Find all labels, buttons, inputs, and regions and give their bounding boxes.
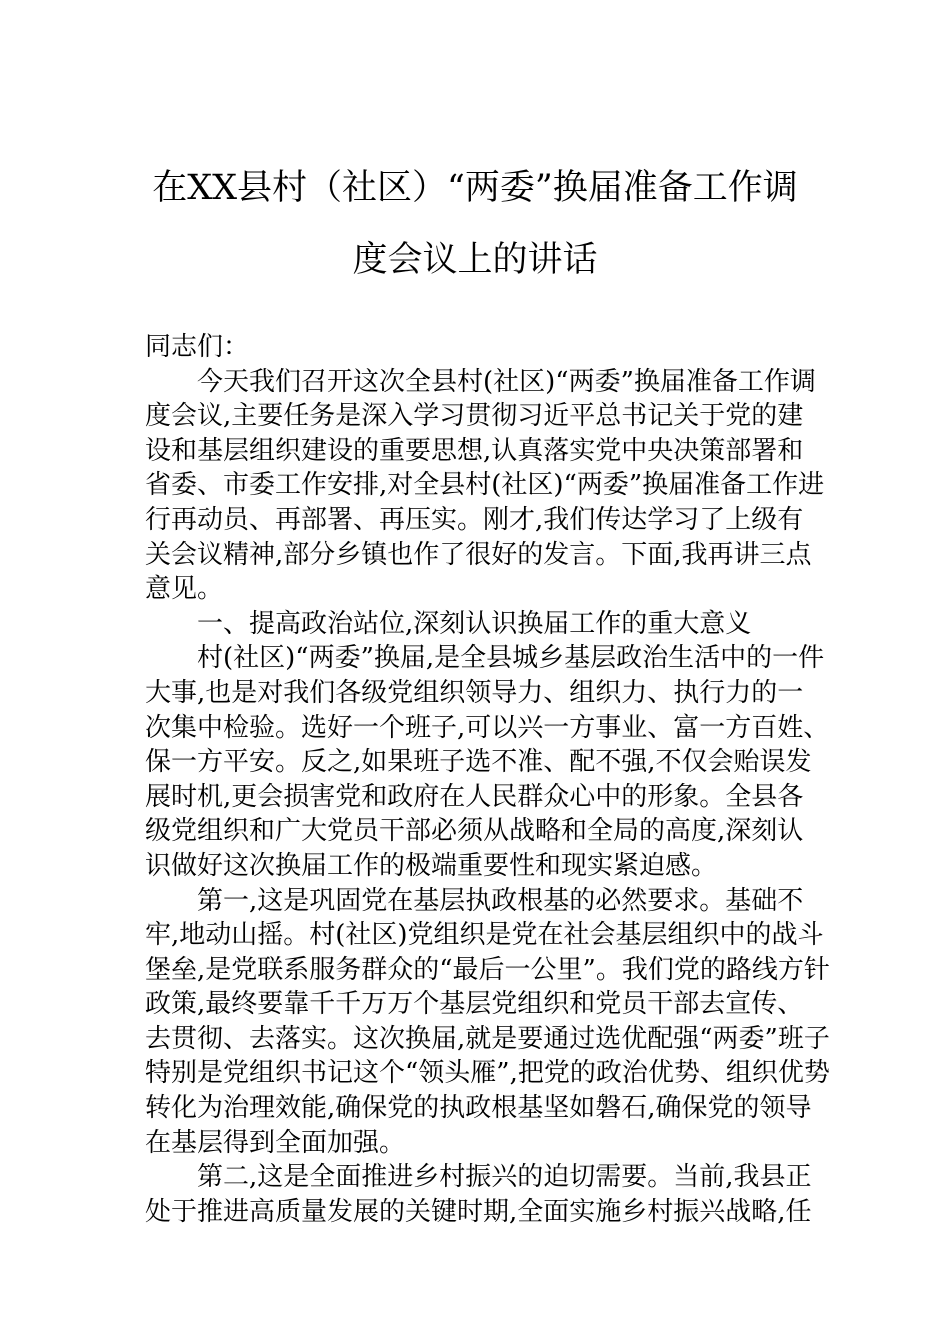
paragraph-line: 保一方平安。反之,如果班子选不准、配不强,不仅会贻误发 — [145, 747, 812, 778]
paragraph-line: 今天我们召开这次全县村(社区)“两委”换届准备工作调 — [197, 366, 816, 397]
paragraph-line: 级党组织和广大党员干部必须从战略和全局的高度,深刻认 — [145, 816, 804, 847]
paragraph-line: 第二,这是全面推进乡村振兴的迫切需要。当前,我县正 — [197, 1162, 812, 1193]
paragraph-line: 在基层得到全面加强。 — [145, 1127, 406, 1158]
paragraph-line: 意见。 — [145, 574, 224, 605]
paragraph-line: 关会议精神,部分乡镇也作了很好的发言。下面,我再讲三点 — [145, 539, 812, 570]
paragraph-line: 牢,地动山摇。村(社区)党组织是党在社会基层组织中的战斗 — [145, 920, 824, 951]
paragraph-line: 行再动员、再部署、再压实。刚才,我们传达学习了上级有 — [145, 504, 804, 535]
document-title-line-2: 度会议上的讲话 — [352, 240, 598, 280]
paragraph-line: 设和基层组织建设的重要思想,认真落实党中央决策部署和 — [145, 435, 804, 466]
paragraph-line: 大事,也是对我们各级党组织领导力、组织力、执行力的一 — [145, 677, 804, 708]
paragraph-line: 识做好这次换届工作的极端重要性和现实紧迫感。 — [145, 850, 718, 881]
document-title-line-1: 在XX县村（社区）“两委”换届准备工作调 — [152, 168, 798, 208]
paragraph-line: 村(社区)“两委”换届,是全县城乡基层政治生活中的一件 — [197, 643, 825, 674]
paragraph-line: 省委、市委工作安排,对全县村(社区)“两委”换届准备工作进 — [145, 470, 825, 501]
paragraph-line: 去贯彻、去落实。这次换届,就是要通过选优配强“两委”班子 — [145, 1023, 830, 1054]
section-heading: 一、提高政治站位,深刻认识换届工作的重大意义 — [197, 608, 752, 639]
document-body — [145, 330, 830, 1229]
paragraph-line: 特别是党组织书记这个“领头雁”,把党的政治优势、组织优势 — [145, 1058, 830, 1089]
paragraph-line: 堡垒,是党联系服务群众的“最后一公里”。我们党的路线方针 — [145, 954, 830, 985]
paragraph-line: 转化为治理效能,确保党的执政根基坚如磐石,确保党的领导 — [145, 1093, 812, 1124]
paragraph-line: 度会议,主要任务是深入学习贯彻习近平总书记关于党的建 — [145, 401, 804, 432]
paragraph-line: 处于推进高质量发展的关键时期,全面实施乡村振兴战略,任 — [145, 1196, 812, 1227]
paragraph-line: 第一,这是巩固党在基层执政根基的必然要求。基础不 — [197, 885, 804, 916]
paragraph-line: 展时机,更会损害党和政府在人民群众心中的形象。全县各 — [145, 781, 804, 812]
paragraph-line: 次集中检验。选好一个班子,可以兴一方事业、富一方百姓、 — [145, 712, 830, 743]
salutation: 同志们： — [145, 332, 250, 362]
paragraph-line: 政策,最终要靠千千万万个基层党组织和党员干部去宣传、 — [145, 989, 804, 1020]
